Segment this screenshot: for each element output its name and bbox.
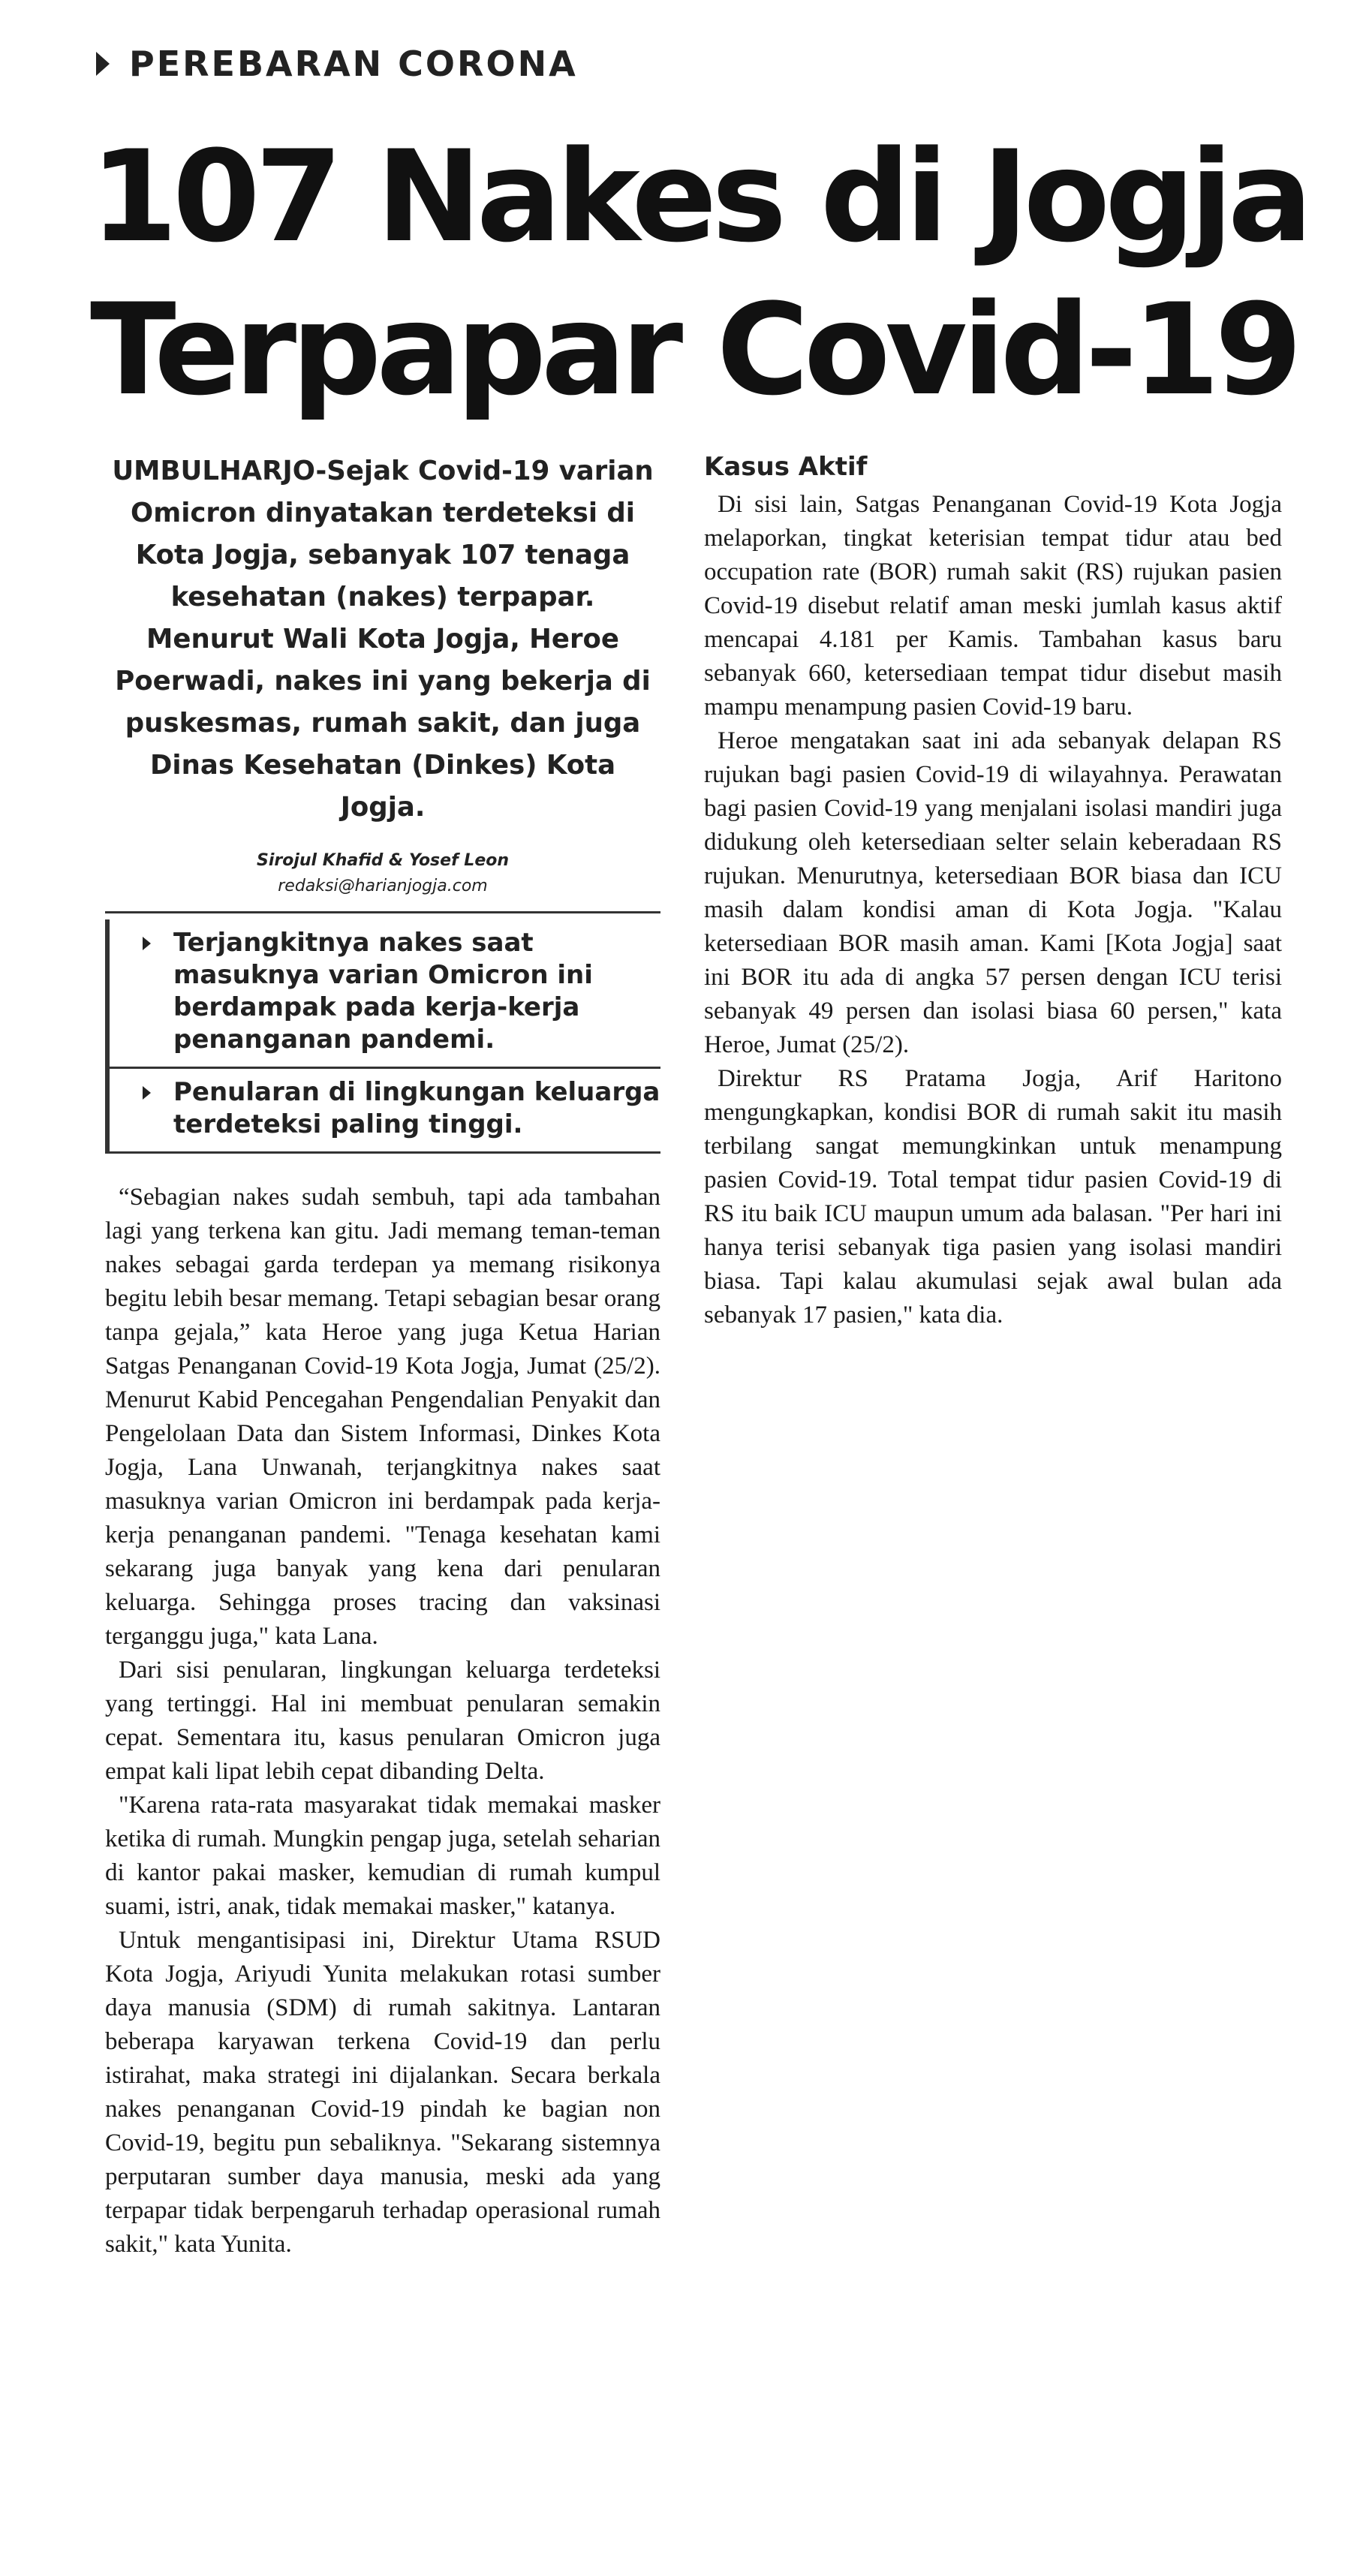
- body-paragraph: Heroe mengatakan saat ini ada sebanyak delapan RS rujukan bagi pasien Covid-19 di wilayahnya. Perawatan bagi pasien Covid-19 yang menjalani isolasi mandiri juga didukung oleh ketersediaan selter selain keberadaan RS rujukan. Menurutnya, ketersediaan BOR biasa dan ICU masih dalam kondisi aman di Kota Jogja. "Kalau ketersediaan BOR masih aman. Kami [Kota Jogja] saat ini BOR itu ada di angka 57 persen dengan ICU terisi sebanyak 49 persen dan isolasi biasa 60 persen," kata Heroe, Jumat (25/2).: [704, 727, 1282, 1058]
- subhead: Kasus Aktif: [704, 452, 868, 482]
- highlight-text: Terjangkitnya nakes saat masuknya varian Omicron ini berdampak pada kerja-kerja penanganan pandemi.: [173, 928, 593, 1055]
- byline-authors: Sirojul Khafid & Yosef Leon: [256, 851, 510, 870]
- highlight-item: [110, 1067, 660, 1151]
- right-column: [704, 450, 1282, 1332]
- left-body: [105, 1181, 660, 2262]
- headline-line-2: Terpapar Covid-19: [90, 276, 1298, 423]
- body-paragraph: "Karena rata-rata masyarakat tidak memakai masker ketika di rumah. Mungkin pengap juga, setelah seharian di kantor pakai masker, kemudian di rumah kumpul suami, istri, anak, tidak memakai masker," katanya.: [105, 1792, 660, 1920]
- body-paragraph: Dari sisi penularan, lingkungan keluarga terdeteksi yang tertinggi. Hal ini membuat penularan semakin cepat. Sementara itu, kasus penularan Omicron juga empat kali lipat lebih cepat dibanding Delta.: [105, 1657, 660, 1785]
- triangle-bullet-icon: [143, 1086, 151, 1100]
- body-paragraph: “Sebagian nakes sudah sembuh, tapi ada tambahan lagi yang terkena kan gitu. Jadi memang teman-teman nakes sebagai garda terdepan ya memang risikonya begitu lebih besar memang. Tetapi sebagian besar orang tanpa gejala,” kata Heroe yang juga Ketua Harian Satgas Penanganan Covid-19 Kota Jogja, Jumat (25/2). Menurut Kabid Pencegahan Pengendalian Penyakit dan Pengelolaan Data dan Sistem Informasi, Dinkes Kota Jogja, Lana Unwanah, terjangkitnya nakes saat masuknya varian Omicron ini berdampak pada kerja-kerja penanganan pandemi. "Tenaga kesehatan kami sekarang juga banyak yang kena dari penularan keluarga. Sehingga proses tracing dan vaksinasi terganggu juga," kata Lana.: [105, 1184, 660, 1650]
- highlight-text: Penularan di lingkungan keluarga terdeteksi paling tinggi.: [173, 1077, 660, 1139]
- lead-paragraph: UMBULHARJO-Sejak Covid-19 varian Omicron dinyatakan terdeteksi di Kota Jogja, sebanyak 107 tenaga kesehatan (nakes) terpapar. Menurut Wali Kota Jogja, Heroe Poerwadi, nakes ini yang bekerja di puskesmas, rumah sakit, dan juga Dinas Kesehatan (Dinkes) Kota Jogja.: [112, 456, 654, 823]
- triangle-bullet-icon: [143, 937, 151, 950]
- highlight-item: [110, 919, 660, 1067]
- body-paragraph: Direktur RS Pratama Jogja, Arif Haritono mengungkapkan, kondisi BOR di rumah sakit itu masih terbilang sangat memungkinkan untuk menampung pasien Covid-19. Total tempat tidur pasien Covid-19 di RS itu baik ICU maupun umum ada balasan. "Per hari ini hanya terisi sebanyak tiga pasien yang isolasi mandiri biasa. Tapi kalau akumulasi sejak awal bulan ada sebanyak 17 pasien," kata dia.: [704, 1065, 1282, 1329]
- byline-email: redaksi@harianjogja.com: [278, 877, 488, 895]
- body-paragraph: Untuk mengantisipasi ini, Direktur Utama RSUD Kota Jogja, Ariyudi Yunita melakukan rotasi sumber daya manusia (SDM) di rumah sakitnya. Lantaran beberapa karyawan terkena Covid-19 dan perlu istirahat, maka strategi ini dijalankan. Secara berkala nakes penanganan Covid-19 pindah ke bagian non Covid-19, begitu pun sebaliknya. "Sekarang sistemnya perputaran sumber daya manusia, meski ada yang terpapar tidak berpengaruh terhadap operasional rumah sakit," kata Yunita.: [105, 1927, 660, 2258]
- headline-line-1: 107 Nakes di Jogja: [90, 123, 1308, 270]
- right-body: [704, 488, 1282, 1332]
- body-paragraph: Di sisi lain, Satgas Penanganan Covid-19 Kota Jogja melaporkan, tingkat keterisian tempat tidur atau bed occupation rate (BOR) rumah sakit (RS) rujukan pasien Covid-19 disebut relatif aman meski jumlah kasus aktif mencapai 4.181 per Kamis. Tambahan kasus baru sebanyak 660, ketersediaan tempat tidur disebut masih mampu menampung pasien Covid-19 baru.: [704, 491, 1282, 721]
- triangle-bullet-icon: [96, 52, 110, 76]
- highlights-box: [105, 919, 660, 1154]
- headline: [90, 120, 1308, 426]
- section-kicker: [96, 44, 578, 84]
- kicker-label: PEREBARAN CORONA: [129, 44, 578, 84]
- left-column: [105, 450, 660, 2262]
- divider: [105, 911, 660, 913]
- divider: [105, 1151, 660, 1154]
- byline: [105, 848, 660, 899]
